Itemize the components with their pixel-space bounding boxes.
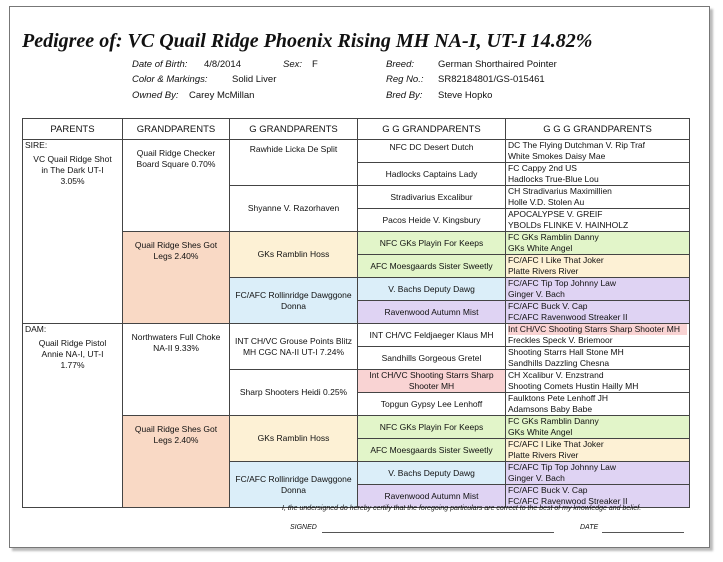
ggg-grandparent-5-6	[506, 186, 690, 209]
page-title: Pedigree of: VC Quail Ridge Phoenix Rising MH NA-I, UT-I 14.82%	[22, 30, 593, 52]
ggg-grandparent-17-18	[506, 324, 690, 347]
ggg-name: Adamsons Baby Babe	[508, 404, 593, 414]
g-grandparent-3: GKs Ramblin Hoss	[230, 232, 358, 278]
grandparent-1: Quail Ridge Checker Board Square 0.70%	[123, 140, 230, 232]
ggg-name: Sandhills Dazzling Chesna	[508, 358, 610, 368]
pedigree-table	[22, 118, 690, 508]
ggg-name: Platte Rivers River	[508, 450, 579, 460]
ggg-grandparent-9-10	[506, 232, 690, 255]
ggg-name: FC/AFC Buck V. Cap	[508, 485, 588, 495]
bred-label: Bred By:	[386, 90, 423, 101]
gg-grandparent-3: Stradivarius Excalibur	[358, 186, 506, 209]
gg-grandparent-1: NFC DC Desert Dutch	[358, 140, 506, 163]
ggg-name: FC GKs Ramblin Danny	[508, 416, 599, 426]
ggg-name: CH Stradivarius Maximillien	[508, 186, 612, 196]
g-grandparent-2: Shyanne V. Razorhaven	[230, 186, 358, 232]
gg-grandparent-10: Sandhills Gorgeous Gretel	[358, 347, 506, 370]
gg-grandparent-2: Hadlocks Captains Lady	[358, 163, 506, 186]
ggg-grandparent-23-24	[506, 393, 690, 416]
ggg-grandparent-19-20	[506, 347, 690, 370]
certification-text: I, the undersigned do hereby certify that the foregoing particulars are correct to the best of my knowledge and belief.	[282, 505, 642, 512]
ggg-name: APOCALYPSE V. GREIF	[508, 209, 603, 219]
ggg-name: Hadlocks True-Blue Lou	[508, 174, 599, 184]
gg-grandparent-15: V. Bachs Deputy Dawg	[358, 462, 506, 485]
ggg-name: White Smokes Daisy Mae	[508, 151, 606, 161]
date-line	[602, 532, 684, 533]
ggg-name: Holle V.D. Stolen Au	[508, 197, 585, 207]
ggg-grandparent-25-26	[506, 416, 690, 439]
ggg-name: GKs White Angel	[508, 427, 573, 437]
ggg-name: DC The Flying Dutchman V. Rip Traf	[508, 140, 646, 150]
gg-grandparent-9: INT CH/VC Feldjaeger Klaus MH	[358, 324, 506, 347]
dam-label: DAM:	[25, 324, 47, 334]
ggg-name: Shooting Starrs Hall Stone MH	[508, 347, 624, 357]
ggg-name: Platte Rivers River	[508, 266, 579, 276]
grandparent-2: Quail Ridge Shes Got Legs 2.40%	[123, 232, 230, 324]
ggg-name: YBOLDs FLINKE V. HAINHOLZ	[508, 220, 629, 230]
ggg-grandparent-21-22	[506, 370, 690, 393]
dob-label: Date of Birth:	[132, 59, 188, 70]
owned-label: Owned By:	[132, 90, 179, 101]
dam-cell	[23, 324, 123, 508]
sire-label: SIRE:	[25, 140, 48, 150]
header-ggg-grandparents: G G G GRANDPARENTS	[506, 119, 690, 140]
owned-value: Carey McMillan	[189, 90, 255, 101]
grandparent-4: Quail Ridge Shes Got Legs 2.40%	[123, 416, 230, 508]
gg-grandparent-16: Ravenwood Autumn Mist	[358, 485, 506, 508]
gg-grandparent-14: AFC Moesgaards Sister Sweetly	[358, 439, 506, 462]
breed-value: German Shorthaired Pointer	[438, 59, 557, 70]
header-gg-grandparents: G G GRANDPARENTS	[358, 119, 506, 140]
gg-grandparent-7: V. Bachs Deputy Dawg	[358, 278, 506, 301]
ggg-grandparent-7-8	[506, 209, 690, 232]
ggg-name: Shooting Comets Hustin Hailly MH	[508, 381, 639, 391]
ggg-name: Freckles Speck V. Briemoor	[508, 335, 613, 345]
color-label: Color & Markings:	[132, 74, 208, 85]
ggg-name: Ginger V. Bach	[508, 289, 565, 299]
header-g-grandparents: G GRANDPARENTS	[230, 119, 358, 140]
gg-grandparent-12: Topgun Gypsy Lee Lenhoff	[358, 393, 506, 416]
reg-label: Reg No.:	[386, 74, 424, 85]
ggg-name: FC/AFC Tip Top Johnny Law	[508, 278, 617, 288]
ggg-grandparent-1-2	[506, 140, 690, 163]
g-grandparent-7: GKs Ramblin Hoss	[230, 416, 358, 462]
ggg-grandparent-27-28	[506, 439, 690, 462]
ggg-name: FC/AFC I Like That Joker	[508, 439, 604, 449]
ggg-grandparent-11-12	[506, 255, 690, 278]
grandparent-3: Northwaters Full Choke NA-II 9.33%	[123, 324, 230, 416]
signature-line	[322, 532, 554, 533]
ggg-name: Ginger V. Bach	[508, 473, 565, 483]
g-grandparent-6: Sharp Shooters Heidi 0.25%	[230, 370, 358, 416]
ggg-name: GKs White Angel	[508, 243, 573, 253]
gg-grandparent-4: Pacos Heide V. Kingsbury	[358, 209, 506, 232]
breed-label: Breed:	[386, 59, 414, 70]
reg-value: SR82184801/GS-015461	[438, 74, 545, 85]
ggg-name: FC/AFC Tip Top Johnny Law	[508, 462, 617, 472]
ggg-name-highlight: Int CH/VC Shooting Starrs Sharp Shooter MH	[508, 324, 687, 335]
ggg-name: FC Cappy 2nd US	[508, 163, 577, 173]
gg-grandparent-8: Ravenwood Autumn Mist	[358, 301, 506, 324]
g-grandparent-8: FC/AFC Rollinridge Dawggone Donna	[230, 462, 358, 508]
sex-value: F	[312, 59, 318, 70]
date-label: DATE	[580, 524, 599, 531]
sire-cell	[23, 140, 123, 324]
ggg-grandparent-15-16	[506, 301, 690, 324]
dob-value: 4/8/2014	[204, 59, 241, 70]
header-parents: PARENTS	[23, 119, 123, 140]
gg-grandparent-5: NFC GKs Playin For Keeps	[358, 232, 506, 255]
dam-name: Quail Ridge Pistol Annie NA-I, UT-I 1.77%	[38, 338, 107, 370]
ggg-name: CH Xcalibur V. Enzstrand	[508, 370, 604, 380]
color-value: Solid Liver	[232, 74, 277, 85]
ggg-name: Faulktons Pete Lenhoff JH	[508, 393, 609, 403]
gg-grandparent-11: Int CH/VC Shooting Starrs Sharp Shooter MH	[358, 370, 506, 393]
sire-name: VC Quail Ridge Shot in The Dark UT-I 3.05%	[33, 154, 112, 186]
g-grandparent-1: Rawhide Licka De Split	[230, 140, 358, 186]
ggg-name: FC/AFC Ravenwood Streaker II	[508, 496, 628, 506]
gg-grandparent-13: NFC GKs Playin For Keeps	[358, 416, 506, 439]
ggg-name: FC GKs Ramblin Danny	[508, 232, 599, 242]
g-grandparent-5: INT CH/VC Grouse Points Blitz MH CGC NA-II UT-I 7.24%	[230, 324, 358, 370]
ggg-name: FC/AFC I Like That Joker	[508, 255, 604, 265]
gg-grandparent-6: AFC Moesgaards Sister Sweetly	[358, 255, 506, 278]
g-grandparent-4: FC/AFC Rollinridge Dawggone Donna	[230, 278, 358, 324]
signed-label: SIGNED	[290, 524, 317, 531]
ggg-grandparent-29-30	[506, 462, 690, 485]
sex-label: Sex:	[283, 59, 303, 70]
header-grandparents: GRANDPARENTS	[123, 119, 230, 140]
header-row	[23, 119, 690, 140]
bred-value: Steve Hopko	[438, 90, 493, 101]
ggg-name: FC/AFC Ravenwood Streaker II	[508, 312, 628, 322]
ggg-grandparent-3-4	[506, 163, 690, 186]
ggg-name: FC/AFC Buck V. Cap	[508, 301, 588, 311]
ggg-grandparent-13-14	[506, 278, 690, 301]
